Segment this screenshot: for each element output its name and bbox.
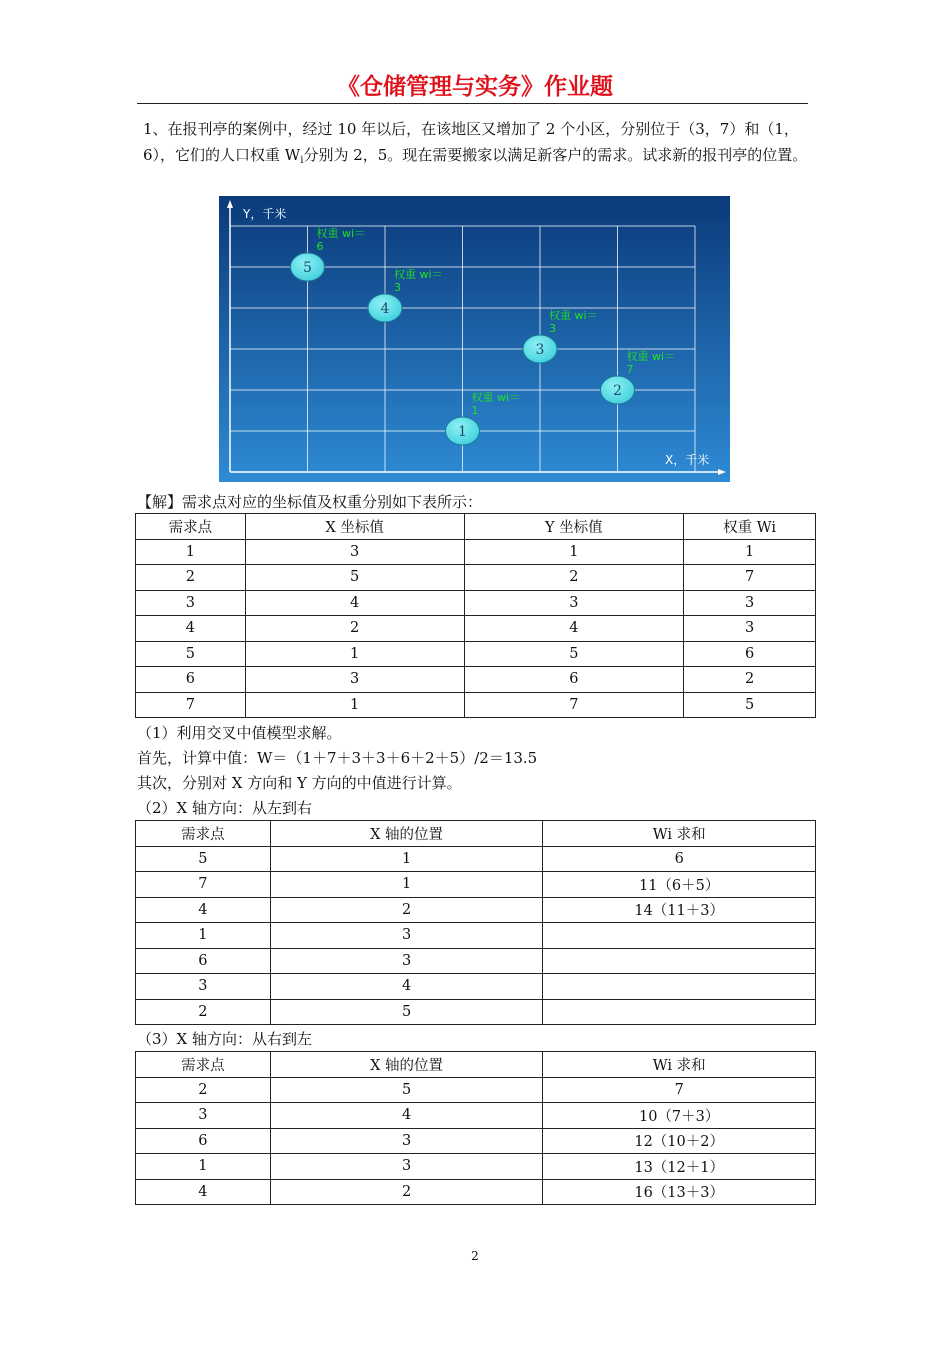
table-cell: 4	[136, 1179, 271, 1205]
table-header-row	[136, 1052, 816, 1078]
table-cell: 1	[464, 539, 684, 565]
table-cell: 4	[245, 590, 464, 616]
weight-annotation: 权重 wi＝	[316, 227, 366, 240]
point-label: 5	[303, 260, 312, 276]
table-cell: 3	[136, 974, 271, 1000]
table-cell: 2	[684, 667, 816, 693]
column-header: 需求点	[136, 1052, 271, 1078]
table-row	[136, 1077, 816, 1103]
weight-annotation: 3	[394, 281, 401, 294]
table-cell: 1	[684, 539, 816, 565]
table-header-row	[136, 821, 816, 847]
table-cell: 2	[136, 1077, 271, 1103]
table-cell: 12（10＋2）	[543, 1128, 816, 1154]
column-header: Wi 求和	[543, 1052, 816, 1078]
table-cell: 1	[136, 923, 271, 949]
step1-description: 其次，分别对 X 方向和 Y 方向的中值进行计算。	[137, 774, 462, 792]
weight-annotation: 7	[626, 363, 634, 376]
table-cell	[543, 999, 816, 1025]
table-row	[136, 565, 816, 591]
table-cell: 3	[136, 1103, 271, 1129]
table-row	[136, 590, 816, 616]
point-label: 4	[380, 301, 390, 317]
table-cell: 5	[136, 641, 246, 667]
table-cell: 7	[543, 1077, 816, 1103]
document-title: 《仓储管理与实务》作业题	[337, 74, 613, 100]
table-cell: 1	[136, 1154, 271, 1180]
table-header-row	[136, 514, 816, 540]
table-cell: 4	[270, 1103, 543, 1129]
table-cell: 2	[245, 616, 464, 642]
table-cell: 6	[136, 667, 246, 693]
table-cell: 5	[245, 565, 464, 591]
column-header: X 轴的位置	[270, 821, 543, 847]
question-part1: 1、在报刊亭的案例中，经过 10 年以后，在该地区又增加了 2 个小区，分别位于（3，7）和（1，6），它们的人口权重 W	[143, 120, 799, 164]
table-cell: 5	[270, 1077, 543, 1103]
table-cell: 3	[270, 1128, 543, 1154]
column-header: 权重 Wi	[684, 514, 816, 540]
page-number: 2	[471, 1249, 479, 1263]
table-row	[136, 923, 816, 949]
table-row	[136, 692, 816, 718]
table-cell: 1	[270, 872, 543, 898]
table-cell: 2	[270, 897, 543, 923]
table-cell: 4	[464, 616, 684, 642]
column-header: Wi 求和	[543, 821, 816, 847]
table-cell: 7	[136, 692, 246, 718]
weight-annotation: 权重 wi＝	[471, 391, 521, 404]
column-header: Y 坐标值	[464, 514, 684, 540]
table-cell: 2	[136, 999, 271, 1025]
question-part2: 分别为 2，5。现在需要搬家以满足新客户的需求。试求新的报刊亭的位置。	[303, 146, 808, 164]
column-header: X 轴的位置	[270, 1052, 543, 1078]
table-cell: 1	[270, 846, 543, 872]
table-cell: 6	[464, 667, 684, 693]
x-right-to-left-table	[135, 1051, 816, 1205]
table-cell: 1	[136, 539, 246, 565]
step2-heading: （2）X 轴方向：从左到右	[137, 799, 312, 817]
y-axis-label: Y，千米	[243, 207, 287, 221]
table-cell: 4	[136, 897, 271, 923]
table-cell: 3	[684, 590, 816, 616]
table-cell: 6	[136, 948, 271, 974]
table-row	[136, 1179, 816, 1205]
table-cell: 2	[270, 1179, 543, 1205]
weight-annotation: 权重 wi＝	[549, 309, 598, 322]
median-calculation: 首先，计算中值：W＝（1＋7＋3＋3＋6＋2＋5）/2＝13.5	[137, 749, 538, 767]
table-row	[136, 641, 816, 667]
table-row	[136, 667, 816, 693]
title-divider	[137, 103, 808, 104]
table-cell	[543, 974, 816, 1000]
table-row	[136, 872, 816, 898]
table-row	[136, 948, 816, 974]
table-cell: 2	[464, 565, 684, 591]
table-cell: 3	[684, 616, 816, 642]
table-cell: 7	[136, 872, 271, 898]
table-cell: 7	[464, 692, 684, 718]
table-cell: 5	[464, 641, 684, 667]
solution-intro: 【解】需求点对应的坐标值及权重分别如下表所示：	[137, 493, 483, 511]
table-cell: 5	[270, 999, 543, 1025]
weight-annotation: 3	[549, 322, 556, 335]
table-cell	[543, 948, 816, 974]
table-row	[136, 846, 816, 872]
table-cell: 3	[245, 667, 464, 693]
table-cell: 11（6＋5）	[543, 872, 816, 898]
table-cell: 5	[684, 692, 816, 718]
table-cell: 1	[245, 641, 464, 667]
table-cell: 2	[136, 565, 246, 591]
table-row	[136, 1128, 816, 1154]
table-cell: 4	[136, 616, 246, 642]
table-cell: 3	[270, 1154, 543, 1180]
point-label: 1	[458, 424, 467, 440]
table-cell: 3	[464, 590, 684, 616]
weight-annotation: 权重 wi＝	[626, 350, 676, 363]
weight-annotation: 权重 wi＝	[394, 268, 443, 281]
column-header: 需求点	[136, 821, 271, 847]
table-cell: 5	[136, 846, 271, 872]
coordinates-table	[135, 513, 816, 718]
table-cell	[543, 923, 816, 949]
table-row	[136, 1154, 816, 1180]
weight-annotation: 6	[316, 240, 324, 253]
table-cell: 16（13＋3）	[543, 1179, 816, 1205]
table-row	[136, 974, 816, 1000]
table-cell: 13（12＋1）	[543, 1154, 816, 1180]
table-cell: 4	[270, 974, 543, 1000]
table-cell: 6	[684, 641, 816, 667]
table-cell: 7	[684, 565, 816, 591]
table-cell: 3	[136, 590, 246, 616]
table-row	[136, 539, 816, 565]
question-text	[143, 116, 813, 174]
table-cell: 6	[136, 1128, 271, 1154]
table-row	[136, 897, 816, 923]
point-label: 3	[535, 342, 545, 358]
column-header: 需求点	[136, 514, 246, 540]
table-cell: 3	[270, 948, 543, 974]
chart-svg	[219, 196, 730, 482]
table-row	[136, 1103, 816, 1129]
table-cell: 3	[245, 539, 464, 565]
table-cell: 6	[543, 846, 816, 872]
table-cell: 3	[270, 923, 543, 949]
x-left-to-right-table	[135, 820, 816, 1025]
point-label: 2	[613, 383, 622, 399]
table-row	[136, 616, 816, 642]
table-row	[136, 999, 816, 1025]
step3-heading: （3）X 轴方向：从右到左	[137, 1030, 312, 1048]
table-cell: 14（11＋3）	[543, 897, 816, 923]
x-axis-label: X，千米	[665, 453, 710, 467]
table-cell: 10（7＋3）	[543, 1103, 816, 1129]
weight-scatter-chart	[219, 196, 730, 482]
table-cell: 1	[245, 692, 464, 718]
column-header: X 坐标值	[245, 514, 464, 540]
question-subscript: i	[300, 155, 304, 166]
weight-annotation: 1	[471, 404, 479, 417]
step1-heading: （1）利用交叉中值模型求解。	[137, 724, 342, 742]
